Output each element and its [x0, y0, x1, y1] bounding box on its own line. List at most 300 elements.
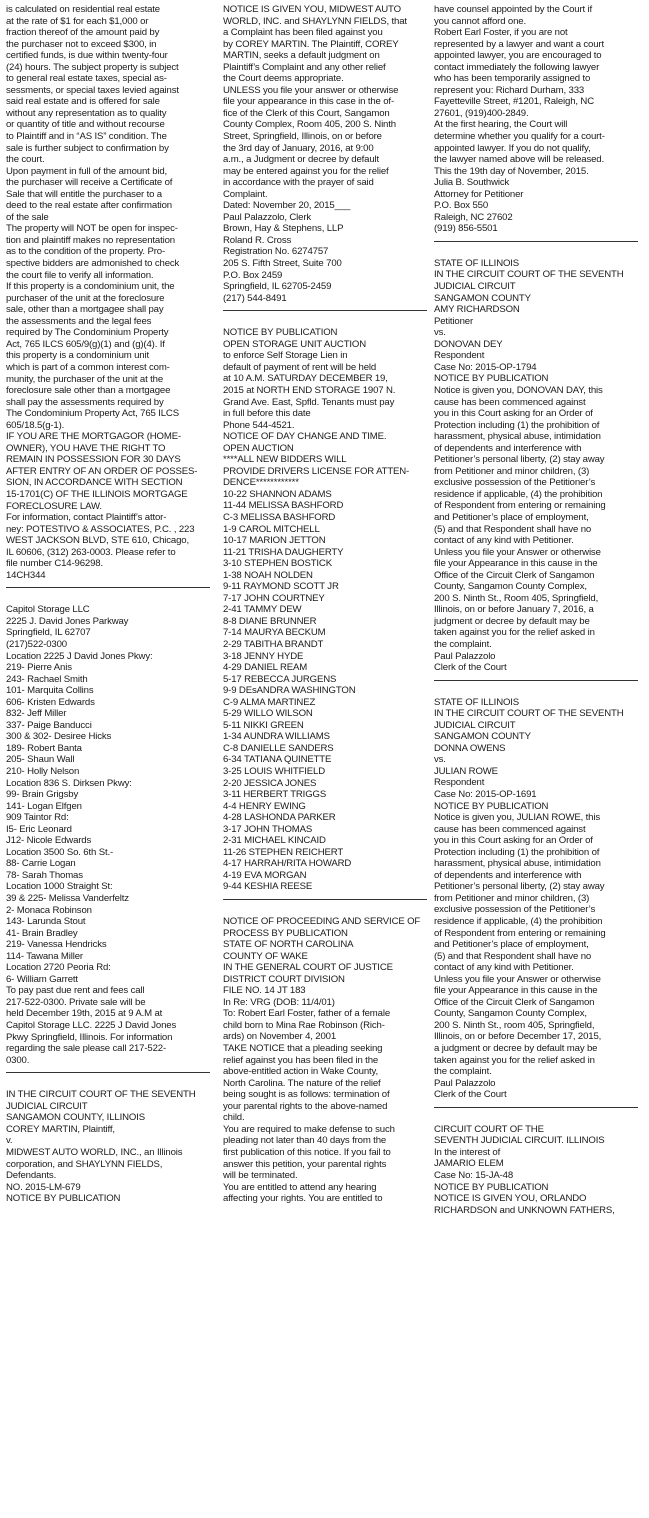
notice-text-line: SANGAMON COUNTY, ILLINOIS — [6, 1112, 145, 1124]
notice-text-line: DONOVAN DEY — [434, 338, 503, 350]
notice-text-line: STATE OF NORTH CAROLINA — [223, 939, 354, 951]
notice-text-line: PROCESS BY PUBLICATION — [223, 927, 348, 939]
notice-text-line: I5- Eric Leonard — [6, 823, 72, 835]
notice-text-line: harassment, physical abuse, intimidation — [434, 858, 601, 870]
notice-text-line: DONNA OWENS — [434, 742, 506, 754]
notice-text-line: Clerk of the Court — [434, 662, 507, 674]
notice-text-line: represented by a lawyer and want a court — [434, 38, 604, 50]
notice-text-line: SEVENTH JUDICIAL CIRCUIT. ILLINOIS — [434, 1135, 605, 1147]
notice-text-line: and Petitioner’s place of employment, — [434, 939, 589, 951]
notice-text-line: SANGAMON COUNTY — [434, 292, 531, 304]
notice-text-line: corporation, and SHAYLYNN FIELDS, — [6, 1158, 163, 1170]
notice-text-line: cause has been commenced against — [434, 823, 586, 835]
notice-text-line: Dated: November 20, 2015___ — [223, 200, 351, 212]
notice-text-line: NOTICE BY PUBLICATION — [223, 327, 338, 339]
notice-text-line: 2-20 JESSICA JONES — [223, 777, 317, 789]
notice-text-line: regarding the sale please call 217-522- — [6, 1043, 167, 1055]
notice-text-line: 189- Robert Banta — [6, 742, 82, 754]
notice-text-line: this property is a condominium unit — [6, 350, 149, 362]
notice-text-line: To: Robert Earl Foster, father of a female — [223, 1008, 391, 1020]
notice-text-line: C-3 MELISSA BASHFORD — [223, 511, 336, 523]
notice-text-line: exclusive possession of the Petitioner’s — [434, 904, 596, 916]
notice-text-line: 143- Larunda Stout — [6, 916, 86, 928]
notice-text-line: Complaint. — [223, 188, 268, 200]
notice-text-line: FILE NO. 14 JT 183 — [223, 985, 306, 997]
notice-text-line: IN THE CIRCUIT COURT OF THE SEVENTH — [434, 708, 624, 720]
notice-text-line: Paul Palazzolo — [434, 1077, 496, 1089]
notice-text-line: REMAIN IN POSSESSION FOR 30 DAYS — [6, 454, 181, 466]
notice-text-line: Springfield, IL 62705-2459 — [223, 281, 332, 293]
notice-text-line: AFTER ENTRY OF AN ORDER OF POSSES- — [6, 465, 198, 477]
notice-text-line: The property will NOT be open for inspec- — [6, 223, 178, 235]
notice-text-line: (919) 856-5501 — [434, 223, 498, 235]
notice-text-line: 3-10 STEPHEN BOSTICK — [223, 558, 332, 570]
notice-text-line: Sale that will entitle the purchaser to a — [6, 188, 162, 200]
notice-text-line: You are entitled to attend any hearing — [223, 1181, 377, 1193]
notice-text-line: 10-17 MARION JETTON — [223, 535, 326, 547]
notice-text-line: fice of the Clerk of this Court, Sangamon — [223, 107, 390, 119]
notice-text-line: Brown, Hay & Stephens, LLP — [223, 223, 344, 235]
notice-text-line: the purchaser will receive a Certificate of — [6, 177, 173, 189]
notice-text-line: This the 19th day of November, 2015. — [434, 165, 589, 177]
notice-text-line: 11-44 MELISSA BASHFORD — [223, 500, 344, 512]
notice-text-line: purchaser of the unit at the foreclosure — [6, 292, 165, 304]
notice-text-line: as to the condition of the property. Pro- — [6, 246, 165, 258]
legal-notice — [223, 916, 427, 1205]
notice-text-line: sessments, or special taxes levied against — [6, 84, 179, 96]
notice-text-line: the lawyer named above will be released. — [434, 154, 604, 166]
notice-text-line: Unless you file your Answer or otherwise — [434, 546, 601, 558]
notice-divider — [6, 1072, 210, 1073]
notice-text-line: of Respondent from entering or remaining — [434, 500, 606, 512]
notice-text-line: or quantity of title and without recourse — [6, 119, 165, 131]
notice-text-line: Respondent — [434, 777, 485, 789]
notice-text-line: contact of any kind with Petitioner. — [434, 535, 574, 547]
notice-text-line: spective bidders are admonished to check — [6, 258, 180, 270]
notice-text-line: Illinois, on or before December 17, 2015, — [434, 1031, 602, 1043]
notice-text-line: Location 3500 So. 6th St.- — [6, 846, 114, 858]
notice-text-line: 6- William Garrett — [6, 973, 78, 985]
notice-text-line: to enforce Self Storage Lien in — [223, 350, 348, 362]
notice-text-line: 11-21 TRISHA DAUGHERTY — [223, 546, 344, 558]
notice-text-line: Grand Ave. East, Spfld. Tenants must pay — [223, 396, 395, 408]
notice-text-line: In Re: VRG (DOB: 11/4/01) — [223, 996, 335, 1008]
notice-text-line: shall pay the assessments required by — [6, 396, 164, 408]
notice-text-line: Springfield, IL 62707 — [6, 627, 91, 639]
notice-divider — [434, 680, 638, 681]
notice-text-line: the assessments and the legal fees — [6, 315, 152, 327]
notice-text-line: 7-17 JOHN COURTNEY — [223, 592, 325, 604]
notice-text-line: DENCE************ — [223, 477, 299, 489]
notice-text-line: SION, IN ACCORDANCE WITH SECTION — [6, 477, 183, 489]
notice-text-line: P.O. Box 550 — [434, 200, 489, 212]
notice-text-line: 101- Marquita Collins — [6, 685, 94, 697]
legal-notice — [223, 327, 427, 893]
notice-text-line: Location 1000 Straight St: — [6, 881, 113, 893]
notice-text-line: STATE OF ILLINOIS — [434, 257, 520, 269]
notice-text-line: 6-34 TATIANA QUINETTE — [223, 754, 332, 766]
notice-text-line: vs. — [434, 327, 446, 339]
notice-text-line: is calculated on residential real estate — [6, 4, 160, 15]
notice-text-line: in full before this date — [223, 408, 311, 420]
notice-text-line: (5) and that Respondent shall have no — [434, 950, 592, 962]
notice-text-line: Notice is given you, JULIAN ROWE, this — [434, 812, 600, 824]
notice-text-line: WEST JACKSON BLVD, STE 610, Chicago, — [6, 535, 189, 547]
notice-text-line: of dependents and interference with — [434, 442, 582, 454]
notice-text-line: fraction thereof of the amount paid by — [6, 27, 160, 39]
notice-text-line: J12- Nicole Edwards — [6, 835, 92, 847]
notice-text-line: you cannot afford one. — [434, 15, 527, 27]
notice-text-line: 5-29 WILLO WILSON — [223, 708, 313, 720]
notice-text-line: Plaintiff’s Complaint and any other relief — [223, 61, 386, 73]
notice-text-line: Pkwy Springfield, Illinois. For information — [6, 1031, 173, 1043]
column-left — [6, 4, 210, 1516]
notice-text-line: IN THE GENERAL COURT OF JUSTICE — [223, 962, 393, 974]
notice-divider — [223, 899, 427, 900]
notice-text-line: child. — [223, 1112, 245, 1124]
legal-notice — [434, 697, 638, 1101]
notice-text-line: JUDICIAL CIRCUIT — [434, 719, 516, 731]
notice-text-line: Location 836 S. Dirksen Pkwy: — [6, 777, 132, 789]
notice-text-line: required by The Condominium Property — [6, 327, 169, 339]
notice-text-line: from Petitioner and minor children, (3) — [434, 892, 590, 904]
notice-text-line: Office of the Circuit Clerk of Sangamon — [434, 569, 595, 581]
notice-text-line: you in this Court asking for an Order of — [434, 408, 593, 420]
notice-text-line: Act, 765 ILCS 605/9(g)(1) and (g)(4). If — [6, 338, 165, 350]
notice-text-line: You are required to make defense to such — [223, 1123, 395, 1135]
notice-text-line: NOTICE OF DAY CHANGE AND TIME. — [223, 431, 387, 443]
notice-text-line: 219- Vanessa Hendricks — [6, 939, 107, 951]
notice-text-line: OPEN STORAGE UNIT AUCTION — [223, 338, 367, 350]
notice-text-line: PROVIDE DRIVERS LICENSE FOR ATTEN- — [223, 465, 410, 477]
notice-text-line: Robert Earl Foster, if you are not — [434, 27, 568, 39]
notice-text-line: NOTICE IS GIVEN YOU, MIDWEST AUTO — [223, 4, 401, 15]
notice-text-line: 14CH344 — [6, 569, 46, 581]
notice-text-line: AMY RICHARDSON — [434, 304, 520, 316]
notice-text-line: 605/18.5(g-1). — [6, 419, 65, 431]
notice-text-line: 1-34 AUNDRA WILLIAMS — [223, 731, 330, 743]
notice-text-line: Petitioner’s personal liberty, (2) stay away — [434, 881, 605, 893]
notice-text-line: 243- Rachael Smith — [6, 673, 88, 685]
notice-text-line: exclusive possession of the Petitioner’s — [434, 477, 596, 489]
notice-text-line: file number C14-96298. — [6, 558, 103, 570]
notice-text-line: 200 S. Ninth St., Room 405, Springfield, — [434, 592, 599, 604]
notice-text-line: OWNER), YOU HAVE THE RIGHT TO — [6, 442, 166, 454]
notice-text-line: UNLESS you file your answer or otherwise — [223, 84, 399, 96]
notice-text-line: SANGAMON COUNTY — [434, 731, 531, 743]
notice-text-line: 210- Holly Nelson — [6, 766, 80, 777]
notice-text-line: JUDICIAL CIRCUIT — [434, 281, 516, 293]
notice-text-line: by COREY MARTIN. The Plaintiff, COREY — [223, 38, 399, 50]
notice-text-line: Case No: 2015-OP-1794 — [434, 361, 537, 373]
notice-text-line: answer this petition, your parental rights — [223, 1158, 387, 1170]
notice-text-line: munity, the purchaser of the unit at the — [6, 373, 164, 385]
notice-text-line: first publication of this notice. If you fail to — [223, 1146, 391, 1158]
notice-text-line: of the sale — [6, 211, 49, 223]
notice-text-line: RICHARDSON and UNKNOWN FATHERS, — [434, 1204, 615, 1216]
notice-text-line: file your Appearance in this cause in the — [434, 558, 598, 570]
notice-text-line: P.O. Box 2459 — [223, 269, 283, 281]
notice-text-line: Capitol Storage LLC. 2225 J David Jones — [6, 1020, 177, 1032]
notice-text-line: 141- Logan Elfgen — [6, 800, 82, 812]
notice-text-line: Location 2720 Peoria Rd: — [6, 962, 111, 974]
notice-text-line: residence if applicable, (4) the prohibition — [434, 916, 603, 928]
notice-text-line: at 10 A.M. SATURDAY DECEMBER 19, — [223, 373, 388, 385]
notice-text-line: the 3rd day of January, 2016, at 9:00 — [223, 142, 374, 154]
notice-text-line: Location 2225 J David Jones Pkwy: — [6, 650, 153, 662]
legal-notice — [6, 604, 210, 1066]
notice-text-line: County, Sangamon County Complex, — [434, 1008, 587, 1020]
notice-text-line: Capitol Storage LLC — [6, 604, 90, 616]
notice-text-line: 8-8 DIANE BRUNNER — [223, 615, 317, 627]
notice-text-line: NO. 2015-LM-679 — [6, 1181, 81, 1193]
notice-text-line: appointed lawyer, you are encouraged to — [434, 50, 602, 62]
notice-text-line: held December 19th, 2015 at 9 A.M at — [6, 1008, 163, 1020]
notice-text-line: CIRCUIT COURT OF THE — [434, 1123, 544, 1135]
notice-text-line: County, Sangamon County Complex, — [434, 581, 587, 593]
notice-text-line: Case No: 2015-OP-1691 — [434, 789, 537, 800]
notice-text-line: (24) hours. The subject property is subject — [6, 61, 179, 73]
notice-text-line: 2- Monaca Robinson — [6, 904, 92, 916]
notice-text-line: at the rate of $1 for each $1,000 or — [6, 15, 149, 27]
notice-text-line: from Petitioner and minor children, (3) — [434, 465, 590, 477]
notice-text-line: DISTRICT COURT DIVISION — [223, 973, 345, 985]
notice-text-line: COUNTY OF WAKE — [223, 950, 308, 962]
notice-text-line: Petitioner — [434, 315, 474, 327]
notice-text-line: 4-19 EVA MORGAN — [223, 869, 307, 881]
notice-text-line: file your Appearance in this cause in the — [434, 985, 598, 997]
notice-text-line: 217-522-0300. Private sale will be — [6, 996, 146, 1008]
notice-text-line: vs. — [434, 754, 446, 766]
notice-text-line: the Court deems appropriate. — [223, 73, 344, 85]
notice-text-line: you in this Court asking for an Order of — [434, 835, 593, 847]
notice-text-line: sale is further subject to confirmation by — [6, 142, 169, 154]
notice-text-line: 3-25 LOUIS WHITFIELD — [223, 766, 326, 777]
notice-text-line: 9-9 DEsANDRA WASHINGTON — [223, 685, 356, 697]
notice-text-line: affecting your rights. You are entitled to — [223, 1193, 383, 1205]
notice-text-line: NOTICE OF PROCEEDING AND SERVICE OF — [223, 916, 421, 928]
notice-text-line: Paul Palazzolo, Clerk — [223, 211, 312, 223]
notice-text-line: the court. — [6, 154, 45, 166]
notice-text-line: the purchaser not to exceed $300, in — [6, 38, 157, 50]
notice-text-line: 11-26 STEPHEN REICHERT — [223, 846, 344, 858]
notice-text-line: Fayetteville Street, #1201, Raleigh, NC — [434, 96, 594, 108]
notice-text-line: tion and plaintiff makes no representation — [6, 234, 175, 246]
notice-text-line: 2-31 MICHAEL KINCAID — [223, 835, 326, 847]
notice-text-line: NOTICE BY PUBLICATION — [6, 1193, 121, 1205]
notice-text-line: determine whether you qualify for a court- — [434, 131, 605, 143]
notice-text-line: 3-11 HERBERT TRIGGS — [223, 789, 327, 801]
notice-text-line: 5-11 NIKKI GREEN — [223, 719, 304, 731]
notice-text-line: 39 & 225- Melissa Vanderfeltz — [6, 893, 129, 905]
notice-text-line: being sought is as follows: termination of — [223, 1089, 390, 1101]
notice-text-line: 0300. — [6, 1054, 30, 1066]
notice-text-line: Unless you file your Answer or otherwise — [434, 973, 601, 985]
notice-text-line: STATE OF ILLINOIS — [434, 696, 520, 708]
notice-text-line: 909 Taintor Rd: — [6, 812, 69, 824]
notice-text-line: 205 S. Fifth Street, Suite 700 — [223, 258, 342, 270]
notice-text-line: ****ALL NEW BIDDERS WILL — [223, 454, 347, 466]
column-middle — [223, 4, 427, 1516]
notice-text-line: Clerk of the Court — [434, 1089, 507, 1101]
notice-text-line: At the first hearing, the Court will — [434, 119, 568, 131]
notice-text-line: 9-11 RAYMOND SCOTT JR — [223, 581, 339, 593]
notice-text-line: of Respondent from entering or remaining — [434, 927, 606, 939]
notice-text-line: 4-28 LASHONDA PARKER — [223, 812, 336, 824]
notice-text-line: without any representation as to quality — [6, 107, 167, 119]
notice-divider — [434, 241, 638, 242]
notice-text-line: 2225 J. David Jones Parkway — [6, 615, 129, 627]
notice-text-line: 3-18 JENNY HYDE — [223, 650, 304, 662]
notice-text-line: Case No: 15-JA-48 — [434, 1169, 514, 1181]
notice-text-line: ards) on November 4, 2001 — [223, 1031, 337, 1043]
notice-text-line: said real estate and is offered for sale — [6, 96, 160, 108]
notice-text-line: the complaint. — [434, 638, 492, 650]
notice-text-line: will be terminated. — [223, 1170, 298, 1182]
notice-text-line: (217)522-0300 — [6, 638, 67, 650]
notice-text-line: Protection including (1) the prohibition of — [434, 419, 600, 431]
notice-text-line: represent you: Richard Durham, 333 — [434, 84, 585, 96]
notice-text-line: certified funds, is due within twenty-four — [6, 50, 168, 62]
notice-text-line: the complaint. — [434, 1066, 492, 1078]
notice-text-line: Upon payment in full of the amount bid, — [6, 165, 168, 177]
notice-divider — [434, 1107, 638, 1108]
notice-text-line: 4-4 HENRY EWING — [223, 800, 306, 812]
notice-text-line: IL 60606, (312) 263-0003. Please refer to — [6, 546, 176, 558]
notice-text-line: child born to Mina Rae Robinson (Rich- — [223, 1019, 385, 1031]
notice-text-line: 78- Sarah Thomas — [6, 869, 83, 881]
notice-text-line: Office of the Circuit Clerk of Sangamon — [434, 996, 595, 1008]
notice-text-line: 88- Carrie Logan — [6, 858, 76, 870]
notice-text-line: 2-29 TABITHA BRANDT — [223, 638, 324, 650]
notice-text-line: appointed lawyer. If you do not qualify, — [434, 142, 591, 154]
notice-text-line: JUDICIAL CIRCUIT — [6, 1100, 88, 1112]
notice-text-line: the court file to verify all information. — [6, 269, 154, 281]
notice-text-line: 300 & 302- Desiree Hicks — [6, 731, 112, 743]
notice-text-line: 606- Kristen Edwards — [6, 696, 95, 708]
notice-text-line: and Petitioner’s place of employment, — [434, 511, 589, 523]
notice-text-line: 5-17 REBECCA JURGENS — [223, 673, 337, 685]
notice-text-line: Registration No. 6274757 — [223, 246, 329, 258]
notice-text-line: County Complex, Room 405, 200 S. Ninth — [223, 119, 396, 131]
notice-text-line: MIDWEST AUTO WORLD, INC., an Illinois — [6, 1146, 183, 1158]
legal-notice — [434, 4, 638, 235]
notice-text-line: In the interest of — [434, 1146, 501, 1158]
notice-text-line: file your appearance in this case in the of- — [223, 96, 394, 108]
notice-text-line: Respondent — [434, 350, 485, 362]
legal-notice — [434, 1124, 638, 1216]
notice-text-line: of dependents and interference with — [434, 869, 582, 881]
notice-text-line: contact immediately the following lawyer — [434, 61, 600, 73]
notice-text-line: sale, other than a mortgagee shall pay — [6, 304, 164, 316]
notice-text-line: 1-9 CAROL MITCHELL — [223, 523, 320, 535]
notice-text-line: NOTICE BY PUBLICATION — [434, 1181, 549, 1193]
notice-text-line: 7-14 MAURYA BECKUM — [223, 627, 326, 639]
notice-text-line: taken against you for the relief asked in — [434, 1054, 595, 1066]
notice-text-line: C-8 DANIELLE SANDERS — [223, 742, 334, 754]
notice-text-line: which is part of a common interest com- — [6, 361, 170, 373]
legal-notice — [6, 1089, 210, 1204]
notice-text-line: in accordance with the prayer of said — [223, 177, 374, 189]
notice-text-line: JULIAN ROWE — [434, 765, 498, 777]
notice-text-line: 3-17 JOHN THOMAS — [223, 823, 313, 835]
notice-text-line: For information, contact Plaintiff’s attor- — [6, 512, 167, 524]
notice-text-line: contact of any kind with Petitioner. — [434, 962, 574, 974]
notice-text-line: a.m., a Judgment or decree by default — [223, 154, 380, 166]
notice-text-line: relief against you has been filed in the — [223, 1054, 379, 1066]
notice-text-line: Illinois, on or before January 7, 2016, a — [434, 604, 594, 616]
notice-text-line: foreclosure sale other than a mortgagee — [6, 385, 171, 397]
notice-text-line: 200 S. Ninth St., room 405, Springfield, — [434, 1019, 595, 1031]
notice-text-line: deed to the real estate after confirmation — [6, 200, 172, 212]
notice-text-line: WORLD, INC. and SHAYLYNN FIELDS, that — [223, 15, 407, 27]
notice-text-line: Attorney for Petitioner — [434, 188, 524, 200]
notice-text-line: Protection including (1) the prohibition of — [434, 846, 600, 858]
notice-text-line: 99- Brain Grigsby — [6, 789, 79, 801]
notice-text-line: 2-41 TAMMY DEW — [223, 604, 302, 616]
notice-text-line: IF YOU ARE THE MORTGAGOR (HOME- — [6, 431, 181, 443]
notice-text-line: Defendants. — [6, 1170, 57, 1182]
notice-text-line: MARTIN, seeks a default judgment on — [223, 50, 380, 62]
notice-text-line: 4-29 DANIEL REAM — [223, 662, 308, 674]
notice-text-line: 219- Pierre Anis — [6, 662, 72, 674]
notice-text-line: your parental rights to the above-named — [223, 1100, 388, 1112]
notice-text-line: JAMARIO ELEM — [434, 1158, 504, 1170]
notice-text-line: cause has been commenced against — [434, 396, 586, 408]
notice-text-line: 1-38 NOAH NOLDEN — [223, 569, 313, 581]
notice-text-line: C-9 ALMA MARTINEZ — [223, 696, 316, 708]
notice-text-line: residence if applicable, (4) the prohibition — [434, 488, 603, 500]
notice-text-line: COREY MARTIN, Plaintiff, — [6, 1123, 115, 1135]
notice-text-line: Roland R. Cross — [223, 234, 292, 246]
notice-text-line: Julia B. Southwick — [434, 177, 510, 189]
notice-text-line: pleading not later than 40 days from the — [223, 1135, 387, 1147]
notice-text-line: If this property is a condominium unit, the — [6, 281, 175, 293]
notice-text-line: 9-44 KESHIA REESE — [223, 881, 313, 893]
notice-text-line: a Complaint has been filed against you — [223, 27, 383, 39]
notice-text-line: who has been temporarily assigned to — [434, 73, 591, 85]
notice-text-line: (5) and that Respondent shall have no — [434, 523, 592, 535]
notice-text-line: 10-22 SHANNON ADAMS — [223, 488, 332, 500]
notice-text-line: 15-1701(C) OF THE ILLINOIS MORTGAGE — [6, 488, 188, 500]
legal-notice — [223, 4, 427, 304]
notice-text-line: NOTICE BY PUBLICATION — [434, 800, 549, 812]
notice-text-line: 27601, (919)400-2849. — [434, 107, 529, 119]
notice-text-line: To pay past due rent and fees call — [6, 985, 145, 997]
notice-text-line: default of payment of rent will be held — [223, 361, 377, 373]
notice-divider — [223, 310, 427, 311]
notice-text-line: Raleigh, NC 27602 — [434, 211, 513, 223]
notice-text-line: to general real estate taxes, special as- — [6, 73, 167, 85]
notice-text-line: taken against you for the relief asked in — [434, 627, 595, 639]
notice-text-line: 4-17 HARRAH/RITA HOWARD — [223, 858, 352, 870]
notice-text-line: NOTICE IS GIVEN YOU, ORLANDO — [434, 1193, 587, 1205]
notice-text-line: Paul Palazzolo — [434, 650, 496, 662]
notice-text-line: harassment, physical abuse, intimidation — [434, 431, 601, 443]
notice-text-line: The Condominium Property Act, 765 ILCS — [6, 408, 179, 420]
notice-text-line: Street, Springfield, Illinois, on or before — [223, 131, 382, 143]
notice-text-line: to Plaintiff and in “AS IS” condition. The — [6, 131, 167, 143]
notice-text-line: a judgment or decree by default may be — [434, 1043, 598, 1055]
notice-text-line: may be entered against you for the relief — [223, 165, 389, 177]
notice-text-line: judgment or decree by default may be — [434, 615, 590, 627]
notice-text-line: 2015 at NORTH END STORAGE 1907 N. — [223, 384, 396, 396]
notice-text-line: FORECLOSURE LAW. — [6, 500, 102, 512]
notice-text-line: 832- Jeff Miller — [6, 708, 67, 720]
column-right — [434, 4, 638, 1516]
notice-text-line: Petitioner’s personal liberty, (2) stay away — [434, 454, 605, 466]
notice-text-line: OPEN AUCTION — [223, 442, 294, 454]
